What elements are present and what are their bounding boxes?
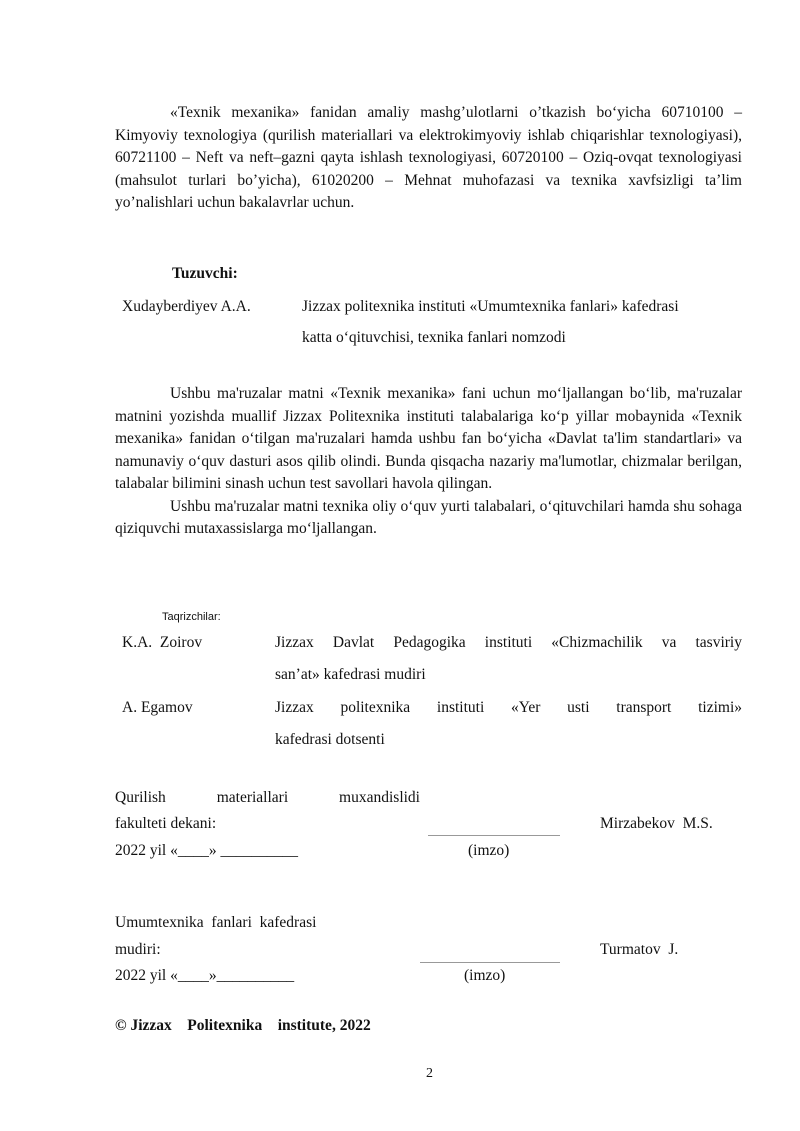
page-number: 2 bbox=[426, 1066, 433, 1081]
approval-2-signature-line bbox=[420, 962, 560, 963]
copyright: © Jizzax Politexnika institute, 2022 bbox=[115, 1017, 371, 1034]
reviewer-1-line2: san’at» kafedrasi mudiri bbox=[275, 666, 426, 683]
compiler-name: Xudayberdiyev A.A. bbox=[122, 298, 251, 315]
description-block bbox=[115, 383, 742, 541]
approval-2-signer: Turmatov J. bbox=[600, 941, 679, 958]
compiler-position-line1: Jizzax politexnika instituti «Umumtexnika fanlari» kafedrasi bbox=[302, 298, 679, 315]
reviewer-2-name: A. Egamov bbox=[122, 699, 193, 716]
approval-2-date: 2022 yil «____»__________ bbox=[115, 967, 295, 984]
description-paragraph-1: Ushbu ma'ruzalar matni «Texnik mexanika» fani uchun mo‘ljallangan bo‘lib, ma'ruzalar matnini yozishda muallif Jizzax Politexnika instituti talabalariga ko‘p yillar mobaynida «Texnik mexanika» fanidan o‘tilgan ma'ruzalari hamda ushbu fan bo‘yicha «Davlat ta'lim standartlari» va namunaviy o‘quv dasturi asos qilib olindi. Bunda qisqacha nazariy ma'lumotlar, chizmalar berilgan, talabalar bilimini sinash uchun test savollari havola qilingan. bbox=[115, 385, 742, 492]
approval-1-line2: fakulteti dekani: bbox=[115, 815, 217, 832]
reviewers-heading: Taqrizchilar: bbox=[162, 611, 221, 623]
intro-text: «Texnik mexanika» fanidan amaliy mashg’ulotlarni o’tkazish bo‘yicha 60710100 – Kimyoviy texnologiya (qurilish materiallari va elektrokimyoviy ishlab chiqarishlar texnologiyasi), 60721100 – Neft va neft–gazni qayta ishlash texnologiyasi, 60720100 – Oziq-ovqat texnologiyasi (mahsulot turlari bo’yicha), 61020200 – Mehnat muhofazasi va texnika xavfsizligi ta’lim yo’nalishlari uchun bakalavrlar uchun. bbox=[115, 104, 742, 211]
reviewer-1-line1: Jizzax Davlat Pedagogika instituti «Chizmachilik va tasviriy bbox=[275, 634, 742, 651]
reviewer-2-line2: kafedrasi dotsenti bbox=[275, 731, 385, 748]
approval-2-sign-label: (imzo) bbox=[464, 967, 506, 984]
reviewer-1-name: K.A. Zoirov bbox=[122, 634, 203, 651]
compiler-heading: Tuzuvchi: bbox=[172, 265, 238, 282]
intro-paragraph bbox=[115, 102, 742, 215]
approval-2-line2: mudiri: bbox=[115, 941, 161, 958]
approval-1-line1: Qurilish materiallari muxandislidi bbox=[115, 789, 420, 806]
approval-2-line1: Umumtexnika fanlari kafedrasi bbox=[115, 914, 317, 931]
description-paragraph-2: Ushbu ma'ruzalar matni texnika oliy o‘quv yurti talabalari, o‘qituvchilari hamda shu sohaga qiziquvchi mutaxassislarga mo‘ljallangan. bbox=[115, 497, 742, 537]
approval-1-signature-line bbox=[428, 835, 560, 836]
compiler-position-line2: katta o‘qituvchisi, texnika fanlari nomzodi bbox=[302, 329, 566, 346]
approval-1-date: 2022 yil «____» __________ bbox=[115, 842, 298, 859]
approval-1-sign-label: (imzo) bbox=[468, 842, 510, 859]
reviewer-2-line1: Jizzax politexnika instituti «Yer usti transport tizimi» bbox=[275, 699, 742, 716]
approval-1-signer: Mirzabekov M.S. bbox=[600, 815, 713, 832]
